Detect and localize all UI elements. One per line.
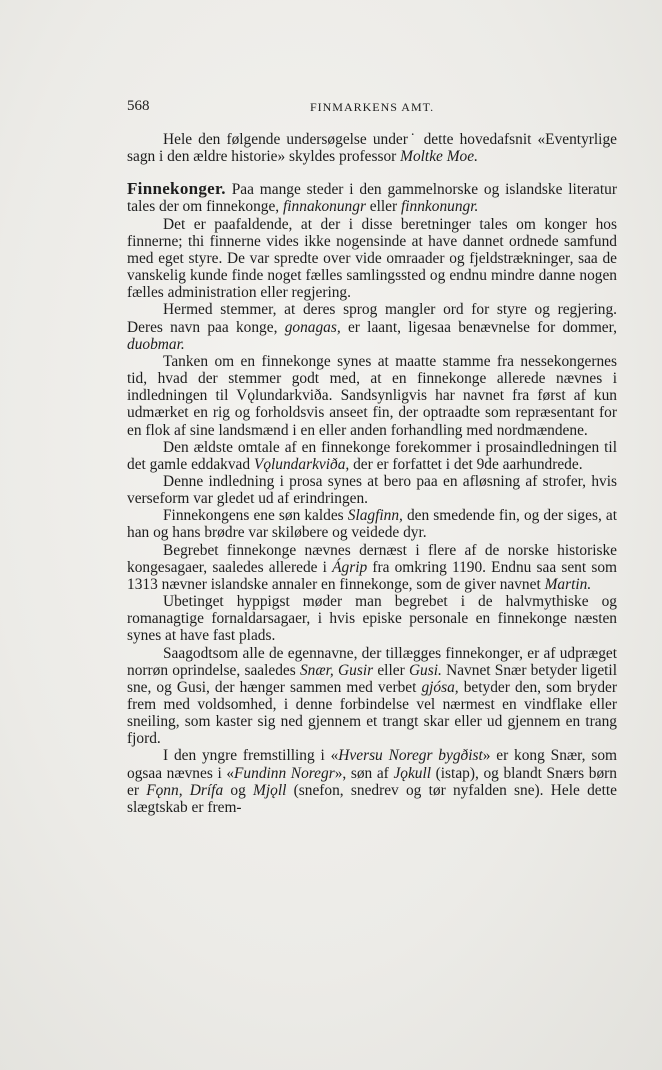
section-title: Finnekonger.: [127, 179, 226, 199]
body-text: [127, 131, 617, 816]
author-name: Moltke Moe.: [400, 148, 478, 166]
paragraph-4: Tanken om en finnekonge synes at maatte stamme fra nessekongernes tid, hvad der stemmer godt med, at en finnekonge allerede nævnes i indledningen til Vǫlundarkviða. Sandsynligvis har navnet fra først af kun udmærket en rig og forholdsvis anseet fin, der optraadte som repræsentant for en flok af sine landsmænd i en eller anden forhandling med nordmændene.: [127, 352, 617, 439]
page-number: 568: [127, 98, 150, 114]
intro-paragraph: Hele den følgende undersøgelse under˙ dette hovedafsnit «Eventyrlige sagn i den ældre historie» skyldes professor Moltke Moe.: [127, 131, 617, 166]
paragraph-7: Finnekongens ene søn kaldes Slagfinn, den smedende fin, og der siges, at han og hans brødre var skiløbere og veidede dyr.: [127, 507, 617, 542]
paragraph-10: Saagodtsom alle de egennavne, der tillægges finnekonger, er af udpræget norrøn oprindelse, saaledes Snær, Gusir eller Gusi. Navnet Snær betyder ligetil sne, og Gusi, der hænger sammen med verbet gjósa, betyder den, som bryder frem med voldsomhed, i denne forbindelse vel nærmest en vindflake eller sneiling, som kaster sig ned gjennem et trangt skar eller ud gjennem en trang fjord.: [127, 644, 617, 748]
page-header: [127, 98, 617, 120]
running-title: FINMARKENS AMT.: [309, 100, 435, 114]
paragraph-6: Denne indledning i prosa synes at bero paa en afløsning af strofer, hvis verseform var gledet ud af erindringen.: [127, 472, 617, 508]
paragraph-5: Den ældste omtale af en finnekonge forekommer i prosaindledningen til det gamle eddakvad Vǫlundarkviða, der er forfattet i det 9de aarhundrede.: [127, 438, 617, 473]
paragraph-9: Ubetinget hyppigst møder man begrebet i de halvmythiske og romanagtige fornaldarsagaer, i hvis episke personale en finnekonge næsten synes at have fast plads.: [127, 593, 617, 645]
paragraph-8: Begrebet finnekonge nævnes dernæst i flere af de norske historiske kongesagaer, saaledes allerede i Ágrip fra omkring 1190. Endnu saa sent som 1313 nævner islandske annaler en finnekonge, som de giver navnet Martin.: [127, 541, 617, 593]
paragraph-3: Hermed stemmer, at deres sprog mangler ord for styre og regjering. Deres navn paa konge, gonagas, er laant, ligesaa benævnelse for dommer, duobmar.: [127, 301, 617, 353]
paragraph-2: Det er paafaldende, at der i disse beretninger tales om konger hos finnerne; thi finnerne vides ikke nogensinde at have dannet ordnede samfund med eget styre. De var spredte over vide omraader og fjeldstrækninger, saa de vanskelig kunde finde noget fælles samlingssted og endnu mindre danne nogen fælles administration eller regjering.: [127, 215, 617, 302]
section-finnekonger: Finnekonger. Paa mange steder i den gammelnorske og islandske literatur tales der om finnekonge, finnakonungr eller finnkonungr.: [127, 179, 617, 216]
paragraph-11: I den yngre fremstilling i «Hversu Noregr bygðist» er kong Snær, som ogsaa nævnes i «Fundinn Noregr», søn af Jǫkull (istap), og blandt Snærs børn er Fǫnn, Drífa og Mjǫll (snefon, snedrev og tør nyfalden sne). Hele dette slægtskab er frem-: [127, 747, 618, 816]
